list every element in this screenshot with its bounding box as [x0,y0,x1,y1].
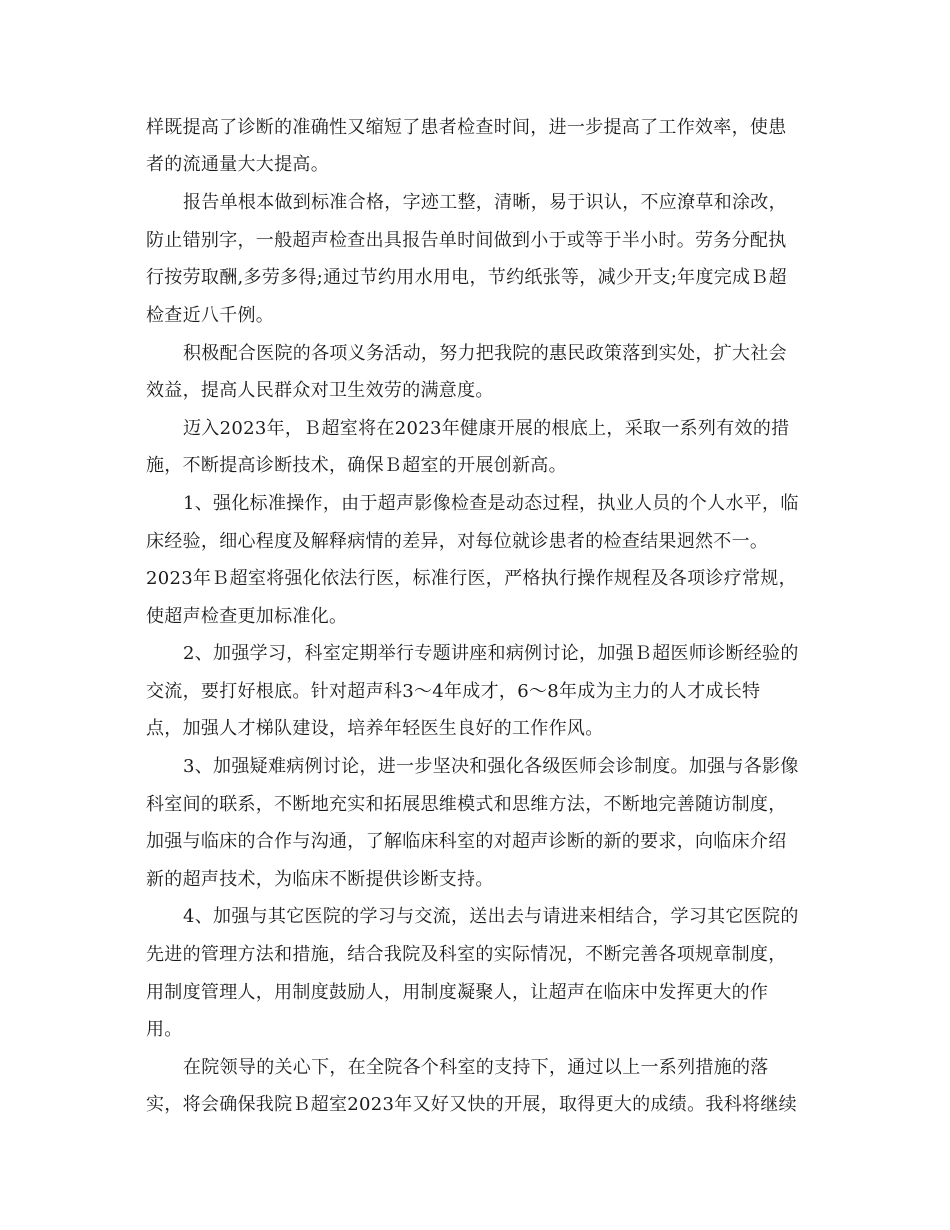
text-line: 2023年Ｂ超室将强化依法行医，标准行医，严格执行操作规程及各项诊疗常规， [146,568,797,589]
text-line: 使超声检查更加标准化。 [146,606,348,627]
text-line: 床经验，细心程度及解释病情的差异，对每位就诊患者的检查结果迥然不一。 [146,531,769,552]
text-line: 在院领导的关心下，在全院各个科室的支持下，通过以上一系列措施的落 [183,1057,769,1078]
text-line: 新的超声技术，为临床不断提供诊断支持。 [146,869,494,890]
text-line: 1、强化标准操作，由于超声影像检查是动态过程，执业人员的个人水平，临 [183,493,799,514]
text-line: 迈入2023年，Ｂ超室将在2023年健康开展的根底上，采取一系列有效的措 [183,418,790,439]
text-line: 效益，提高人民群众对卫生效劳的满意度。 [146,380,494,401]
text-line: 4、加强与其它医院的学习与交流，送出去与请进来相结合，学习其它医院的 [183,906,799,927]
text-line: 者的流通量大大提高。 [146,154,329,175]
text-line: 行按劳取酬,多劳多得;通过节约用水用电，节约纸张等，减少开支;年度完成Ｂ超 [146,267,787,288]
text-line: 3、加强疑难病例讨论，进一步坚决和强化各级医师会诊制度。加强与各影像 [183,756,799,777]
text-line: 防止错别字，一般超声检查出具报告单时间做到小于或等于半小时。劳务分配执 [146,230,787,251]
text-line: 积极配合医院的各项义务活动，努力把我院的惠民政策落到实处，扩大社会 [183,343,787,364]
text-line: 科室间的联系，不断地充实和拓展思维模式和思维方法，不断地完善随访制度， [146,794,787,815]
text-line: 检查近八千例。 [146,305,275,326]
text-line: 报告单根本做到标准合格，字迹工整，清晰，易于识认，不应潦草和涂改， [183,192,787,213]
text-line: 交流，要打好根底。针对超声科3～4年成才，6～8年成为主力的人才成长特 [146,681,761,702]
text-line: 用。 [146,1019,183,1040]
text-line: 样既提高了诊断的准确性又缩短了患者检查时间，进一步提高了工作效率，使患 [146,117,787,138]
text-line: 实，将会确保我院Ｂ超室2023年又好又快的开展，取得更大的成绩。我科将继续 [146,1094,797,1115]
text-line: 2、加强学习，科室定期举行专题讲座和病例讨论，加强Ｂ超医师诊断经验的 [183,643,799,664]
text-line: 先进的管理方法和措施，结合我院及科室的实际情况，不断完善各项规章制度， [146,944,787,965]
text-line: 加强与临床的合作与沟通，了解临床科室的对超声诊断的新的要求，向临床介绍 [146,831,787,852]
text-line: 用制度管理人，用制度鼓励人，用制度凝聚人，让超声在临床中发挥更大的作 [146,982,769,1003]
text-line: 施，不断提高诊断技术，确保Ｂ超室的开展创新高。 [146,455,567,476]
text-line: 点，加强人才梯队建设，培养年轻医生良好的工作作风。 [146,718,604,739]
